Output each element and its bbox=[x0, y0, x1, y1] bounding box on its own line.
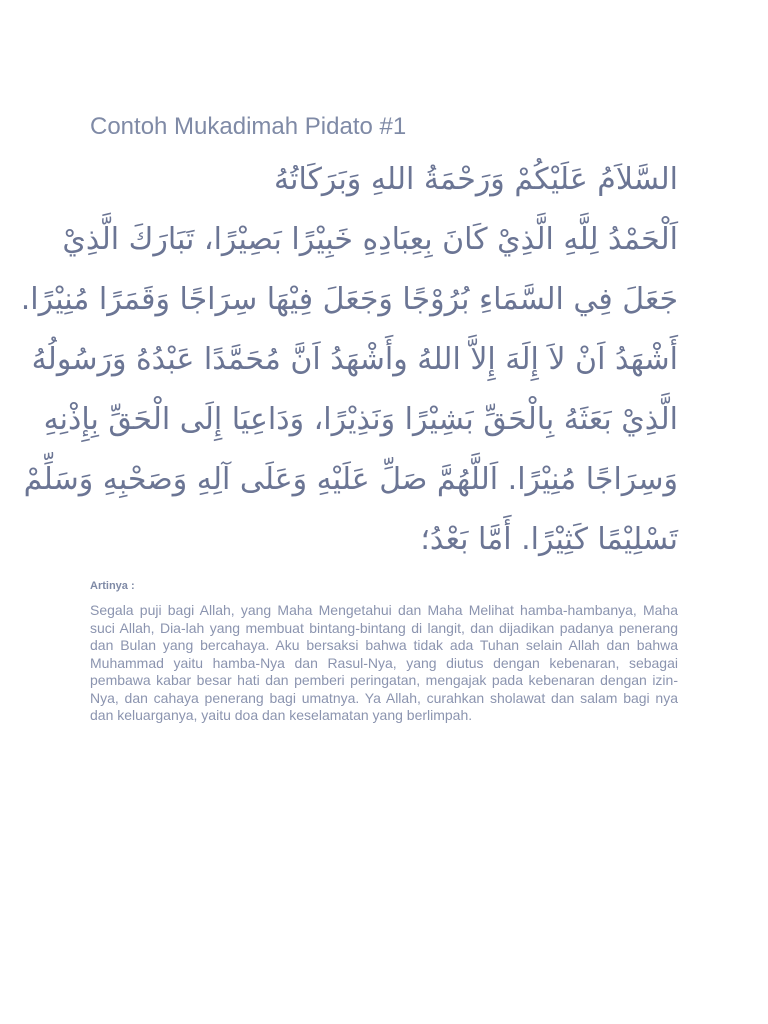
translation-label: Artinya : bbox=[90, 580, 135, 592]
arabic-line: تَسْلِيْمًا كَثِيْرًا. أَمَّا بَعْدُ؛ bbox=[420, 522, 678, 557]
translation-paragraph: Segala puji bagi Allah, yang Maha Mengetahui dan Maha Melihat hamba-hambanya, Maha suci Allah, Dia-lah yang membuat bintang-bintang di langit, dan dijadikan padanya penerang dan Bulan yang bercahaya. Aku bersaksi bahwa tidak ada Tuhan selain Allah dan bahwa Muhammad yaitu hamba-Nya dan Rasul-Nya, yang diutus dengan kebenaran, sebagai pembawa kabar besar hati dan pemberi peringatan, mengajak pada kebenaran dengan izin-Nya, dan cahaya penerang bagi umatnya. Ya Allah, curahkan sholawat dan salam bagi nya dan keluarganya, yaitu doa dan keselamatan yang berlimpah. bbox=[90, 602, 678, 723]
arabic-line: الَّذِيْ بَعَثَهُ بِالْحَقِّ بَشِيْرًا وَنَذِيْرًا، وَدَاعِيَا إِلَى الْحَقِّ بِإِذْنِهِ bbox=[43, 402, 678, 437]
arabic-line: اَلْحَمْدُ لِلَّهِ الَّذِيْ كَانَ بِعِبَادِهِ خَبِيْرًا بَصِيْرًا، تَبَارَكَ الَّذِيْ bbox=[62, 222, 678, 257]
arabic-line: وَسِرَاجًا مُنِيْرًا. اَللَّهُمَّ صَلِّ عَلَيْهِ وَعَلَى آلِهِ وَصَحْبِهِ وَسَلِّمْ bbox=[23, 462, 678, 497]
arabic-line: السَّلاَمُ عَلَيْكُمْ وَرَحْمَةُ اللهِ وَبَرَكَاتُهُ bbox=[274, 162, 678, 197]
document-content bbox=[20, 112, 678, 725]
arabic-line: جَعَلَ فِي السَّمَاءِ بُرُوْجًا وَجَعَلَ فِيْهَا سِرَاجًا وَقَمَرًا مُنِيْرًا. bbox=[20, 282, 678, 317]
arabic-line: أَشْهَدُ اَنْ لاَ إِلَهَ إِلاَّ اللهُ وأَشْهَدُ اَنَّ مُحَمَّدًا عَبْدُهُ وَرَسُولُهُ bbox=[31, 342, 678, 377]
page-title: Contoh Mukadimah Pidato #1 bbox=[90, 113, 407, 140]
arabic-mukadimah-text bbox=[20, 150, 678, 570]
